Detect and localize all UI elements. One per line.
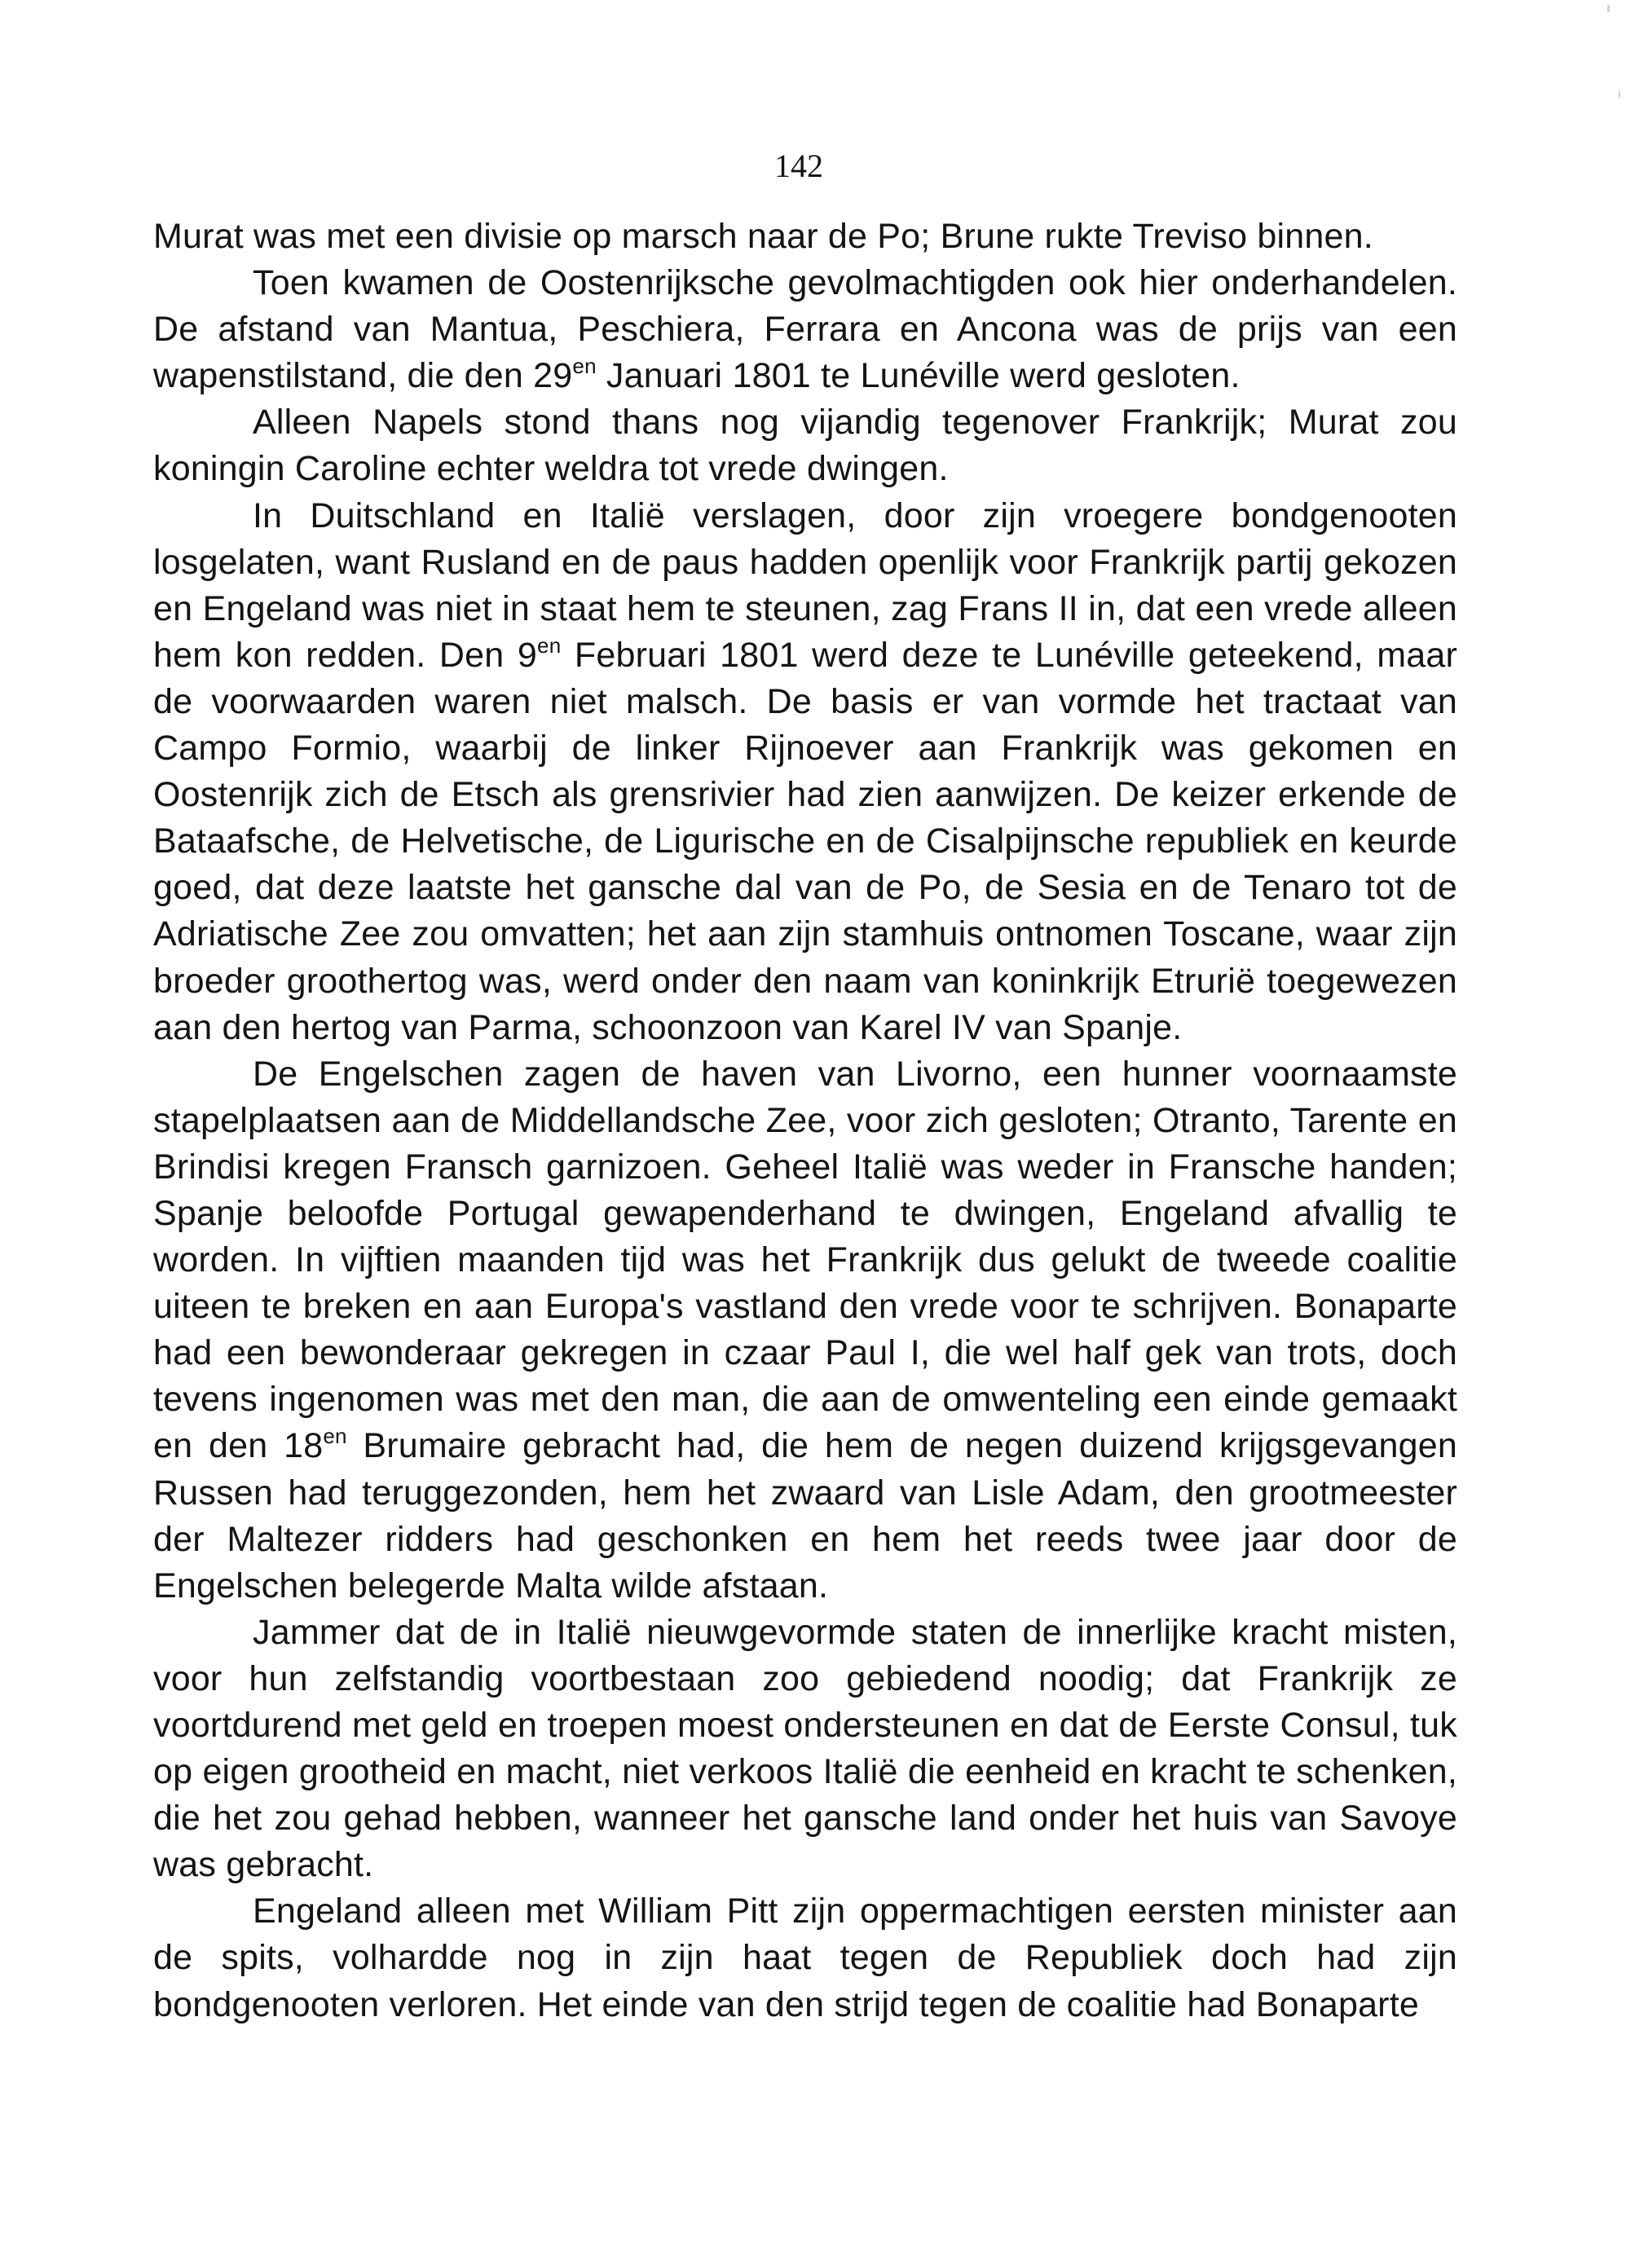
paragraph-text: Brumaire gebracht had, die hem de negen duizend krijgsgevangen Russen had teruggezonden, hem het zwaard van Lisle Adam, den grootmeester der Maltezer ridders had geschonken en hem het reeds twee jaar door de Engelschen belegerde Malta wilde afstaan. bbox=[153, 1426, 1457, 1605]
superscript-ordinal: en bbox=[537, 632, 562, 658]
scan-mark-top-right bbox=[1607, 5, 1610, 12]
superscript-ordinal: en bbox=[572, 354, 597, 379]
paragraph-text: Februari 1801 werd deze te Lunéville geteekend, maar de voorwaarden waren niet malsch. De basis er van vormde het tractaat van Campo Formio, waarbij de linker Rijnoever aan Frankrijk was gekomen en Oostenrijk zich de Etsch als grensrivier had zien aanwijzen. De keizer erkende de Bataafsche, de Helvetische, de Ligurische en de Cisalpijnsche republiek en keurde goed, dat deze laatste het gansche dal van de Po, de Sesia en de Tenaro tot de Adriatische Zee zou omvatten; het aan zijn stamhuis ontnomen Toscane, waar zijn broeder groothertog was, werd onder den naam van koninkrijk Etrurië toegewezen aan den hertog van Parma, schoonzoon van Karel IV van Spanje. bbox=[153, 635, 1457, 1047]
paragraph-engelschen-livorno bbox=[153, 1051, 1457, 1610]
paragraph-engeland-pitt: Engeland alleen met William Pitt zijn oppermachtigen eersten minister aan de spits, volhardde nog in zijn haat tegen de Republiek doch had zijn bondgenooten verloren. Het einde van den strijd tegen de coalitie had Bonaparte bbox=[153, 1891, 1457, 2024]
superscript-ordinal: en bbox=[323, 1424, 347, 1449]
body-text bbox=[153, 214, 1457, 2028]
paragraph-text: Toen kwamen de Oostenrijksche gevolmachtigden ook hier onderhandelen. De afstand van Mantua, Peschiera, Ferrara en Ancona was de prijs van een wapenstilstand, die den 29 bbox=[153, 263, 1457, 396]
page-number: 142 bbox=[774, 148, 823, 184]
paragraph-napels: Alleen Napels stond thans nog vijandig tegenover Frankrijk; Murat zou koningin Caroline echter weldra tot vrede dwingen. bbox=[153, 403, 1457, 489]
scan-mark-right-edge bbox=[1619, 91, 1620, 98]
paragraph-vrede-luneville bbox=[153, 493, 1457, 1051]
paragraph-text: In Duitschland en Italië verslagen, door zijn vroegere bondgenooten losgelaten, want Rusland en de paus hadden openlijk voor Frankrijk partij gekozen en Engeland was niet in staat hem te steunen, zag Frans II in, dat een vrede alleen hem kon redden. Den 9 bbox=[153, 495, 1457, 675]
paragraph-murat-treviso: Murat was met een divisie op marsch naar de Po; Brune rukte Treviso binnen. bbox=[153, 217, 1373, 256]
paragraph-text: Januari 1801 te Lunéville werd gesloten. bbox=[596, 356, 1241, 396]
paragraph-italie-staten: Jammer dat de in Italië nieuwgevormde staten de innerlijke kracht misten, voor hun zelfstandig voortbestaan zoo gebiedend noodig; dat Frankrijk ze voortdurend met geld en troepen moest ondersteunen en dat de Eerste Consul, tuk op eigen grootheid en macht, niet verkoos Italië die eenheid en kracht te schenken, die het zou gehad hebben, wanneer het gansche land onder het huis van Savoye was gebracht. bbox=[153, 1612, 1457, 1885]
paragraph-text: De Engelschen zagen de haven van Livorno, een hunner voornaamste stapelplaatsen aan de Middellandsche Zee, voor zich gesloten; Otranto, Tarente en Brindisi kregen Fransch garnizoen. Geheel Italië was weder in Fransche handen; Spanje beloofde Portugal gewapenderhand te dwingen, Engeland afvallig te worden. In vijftien maanden tijd was het Frankrijk dus gelukt de tweede coalitie uiteen te breken en aan Europa's vastland den vrede voor te schrijven. Bonaparte had een bewonderaar gekregen in czaar Paul I, die wel half gek van trots, doch tevens ingenomen was met den man, die aan de omwenteling een einde gemaakt en den 18 bbox=[153, 1054, 1457, 1466]
paragraph-oostenrijk-wapenstilstand bbox=[153, 260, 1457, 399]
